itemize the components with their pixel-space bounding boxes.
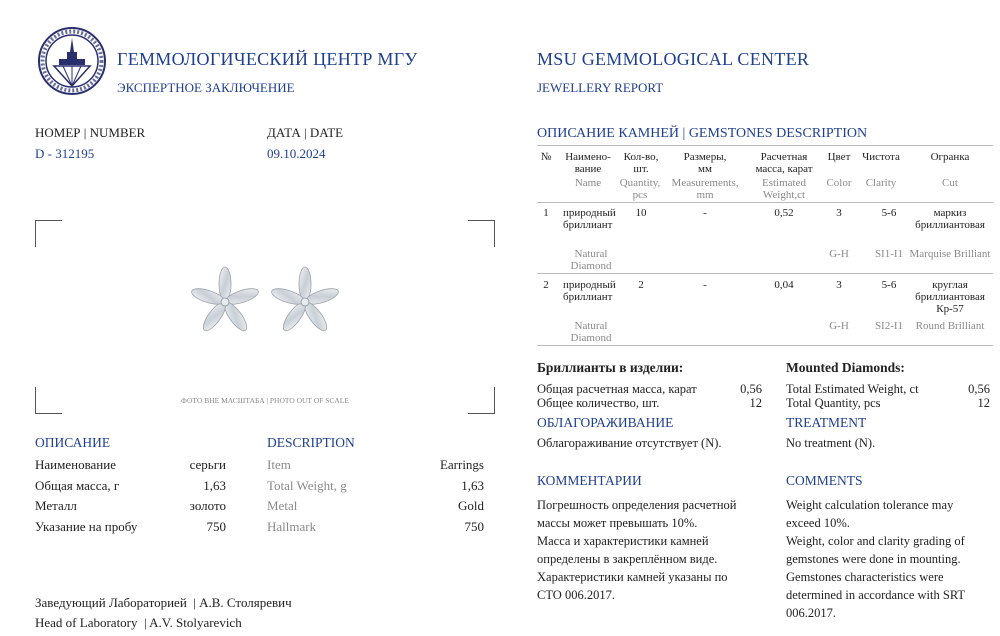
- ru-mounted-heading: Бриллианты в изделии:: [537, 360, 684, 375]
- row2-cut-ru: круглая бриллиантовая Кр-57: [915, 279, 985, 315]
- en-total-count-value: 12: [977, 396, 990, 410]
- col-cut-en: Cut: [942, 177, 958, 189]
- ru-item-label: Наименование: [35, 457, 116, 472]
- row2-clarity: 5-6: [881, 279, 897, 291]
- en-metal-label: Metal: [267, 498, 298, 513]
- col-name-ru: Наимено- вание: [565, 151, 611, 175]
- gemstones-heading: ОПИСАНИЕ КАМНЕЙ | GEMSTONES DESCRIPTION: [537, 126, 868, 141]
- row2-color: 3: [836, 279, 842, 291]
- col-size-en: Measurements, mm: [671, 177, 739, 201]
- en-total-count-label: Total Quantity, pcs: [786, 396, 881, 410]
- row1-size: -: [703, 207, 707, 219]
- en-comment-line: Weight, color and clarity grading of: [786, 534, 965, 548]
- en-comments-text: [786, 496, 965, 622]
- ru-report-subtitle: ЭКСПЕРТНОЕ ЗАКЛЮЧЕНИЕ: [117, 80, 295, 95]
- col-color-en: Color: [826, 177, 852, 189]
- date-label: ДАТА | DATE: [267, 125, 344, 140]
- row1-cut-en: Marquise Brilliant: [909, 248, 991, 260]
- ru-comment-line: Масса и характеристики камней: [537, 534, 709, 548]
- col-name-en: Name: [574, 177, 602, 189]
- en-comments-heading: COMMENTS: [786, 473, 863, 488]
- row2-clarity-en: SI2-I1: [874, 320, 904, 332]
- ru-comment-line: Характеристики камней указаны по: [537, 570, 728, 584]
- en-item-value: Earrings: [439, 457, 484, 472]
- row1-cut-ru: маркиз бриллиантовая: [915, 207, 985, 231]
- row1-name-ru: природный бриллиант: [563, 207, 616, 231]
- row2-qty: 2: [638, 279, 644, 291]
- ru-total-weight-value: 0,56: [740, 382, 762, 396]
- col-color-ru: Цвет: [827, 151, 851, 163]
- en-description-heading: DESCRIPTION: [267, 435, 355, 450]
- col-no: №: [540, 151, 552, 163]
- row2-name-ru: природный бриллиант: [563, 279, 616, 303]
- number-value: D - 312195: [35, 146, 95, 161]
- col-weight-ru: Расчетная масса, карат: [755, 151, 813, 175]
- col-weight-en: Estimated Weight,ct: [762, 177, 806, 201]
- photo-caption: ФОТО ВНЕ МАСШТАБА | PHOTO OUT OF SCALE: [181, 396, 349, 405]
- ru-treatment-heading: ОБЛАГОРАЖИВАНИЕ: [537, 415, 674, 430]
- msu-logo: [37, 26, 107, 96]
- row1-name-en: Natural Diamond: [570, 248, 612, 272]
- ru-comments-heading: КОММЕНТАРИИ: [537, 473, 642, 488]
- earrings-photo: [187, 264, 347, 339]
- ru-comment-line: СТО 006.2017.: [537, 588, 615, 602]
- row2-name-en: Natural Diamond: [570, 320, 612, 344]
- col-cut-ru: Огранка: [930, 151, 970, 163]
- en-hallmark-value: 750: [464, 519, 484, 534]
- ru-comment-line: массы может превышать 10%.: [537, 516, 698, 530]
- col-clarity-en: Clarity: [865, 177, 897, 189]
- en-treatment-heading: TREATMENT: [786, 415, 867, 430]
- ru-item-value: серьги: [189, 457, 226, 472]
- row2-color-en: G-H: [829, 320, 849, 332]
- photo-frame: [35, 220, 495, 414]
- ru-total-count-value: 12: [749, 396, 762, 410]
- ru-comment-line: Погрешность определения расчетной: [537, 498, 737, 512]
- ru-description-heading: ОПИСАНИЕ: [35, 435, 111, 450]
- en-comment-line: 006.2017.: [786, 606, 836, 620]
- signature-en: Head of Laboratory | A.V. Stolyarevich: [35, 615, 242, 630]
- row1-color-en: G-H: [829, 248, 849, 260]
- number-label: НОМЕР | NUMBER: [35, 125, 146, 140]
- row1-no: 1: [543, 207, 549, 219]
- table-row-rule: [537, 273, 993, 274]
- en-total-weight-label: Total Estimated Weight, ct: [786, 382, 919, 396]
- row2-no: 2: [543, 279, 549, 291]
- en-item-label: Item: [267, 457, 291, 472]
- ru-total-count-label: Общее количество, шт.: [537, 396, 660, 410]
- ru-treatment-text: Облагораживание отсутствует (N).: [537, 436, 722, 450]
- en-comment-line: determined in accordance with SRT: [786, 588, 966, 602]
- en-hallmark-label: Hallmark: [267, 519, 317, 534]
- row1-weight: 0,52: [774, 207, 794, 219]
- row1-color: 3: [836, 207, 842, 219]
- en-comment-line: Weight calculation tolerance may: [786, 498, 954, 512]
- ru-total-weight-label: Общая расчетная масса, карат: [537, 382, 697, 396]
- frame-corner: [35, 220, 62, 247]
- row1-clarity: 5-6: [881, 207, 897, 219]
- col-qty-en: Quantity, pcs: [619, 177, 661, 201]
- row2-cut-en: Round Brilliant: [915, 320, 985, 332]
- table-top-rule: [537, 145, 993, 146]
- en-comment-line: exceed 10%.: [786, 516, 850, 530]
- en-weight-value: 1,63: [461, 478, 484, 493]
- en-mounted-heading: Mounted Diamonds:: [786, 360, 905, 375]
- date-value: 09.10.2024: [267, 146, 326, 161]
- ru-weight-value: 1,63: [203, 478, 226, 493]
- row2-size: -: [703, 279, 707, 291]
- en-org-title: MSU GEMMOLOGICAL CENTER: [537, 49, 810, 69]
- row1-clarity-en: SI1-I1: [874, 248, 904, 260]
- en-metal-value: Gold: [458, 498, 484, 513]
- ru-hallmark-value: 750: [206, 519, 226, 534]
- ru-metal-label: Металл: [35, 498, 77, 513]
- col-clarity-ru: Чистота: [862, 151, 900, 163]
- ru-org-title: ГЕММОЛОГИЧЕСКИЙ ЦЕНТР МГУ: [117, 49, 418, 69]
- ru-comment-line: определены в закреплённом виде.: [537, 552, 718, 566]
- en-comment-line: Gemstones characteristics were: [786, 570, 944, 584]
- table-header-rule: [537, 202, 993, 203]
- row2-weight: 0,04: [774, 279, 794, 291]
- col-qty-ru: Кол-во, шт.: [623, 151, 659, 175]
- row1-qty: 10: [635, 207, 647, 219]
- table-bottom-rule: [537, 345, 993, 346]
- en-weight-label: Total Weight, g: [267, 478, 347, 493]
- en-treatment-text: No treatment (N).: [786, 436, 876, 450]
- col-size-ru: Размеры, мм: [683, 151, 727, 175]
- ru-weight-label: Общая масса, г: [35, 478, 120, 493]
- signature-ru: Заведующий Лабораторией | А.В. Столяревич: [35, 595, 292, 610]
- en-comment-line: gemstones were done in mounting.: [786, 552, 961, 566]
- ru-hallmark-label: Указание на пробу: [35, 519, 138, 534]
- ru-comments-text: [537, 496, 736, 604]
- en-report-subtitle: JEWELLERY REPORT: [537, 80, 664, 95]
- en-total-weight-value: 0,56: [968, 382, 990, 396]
- frame-corner: [468, 220, 495, 247]
- ru-metal-value: золото: [189, 498, 226, 513]
